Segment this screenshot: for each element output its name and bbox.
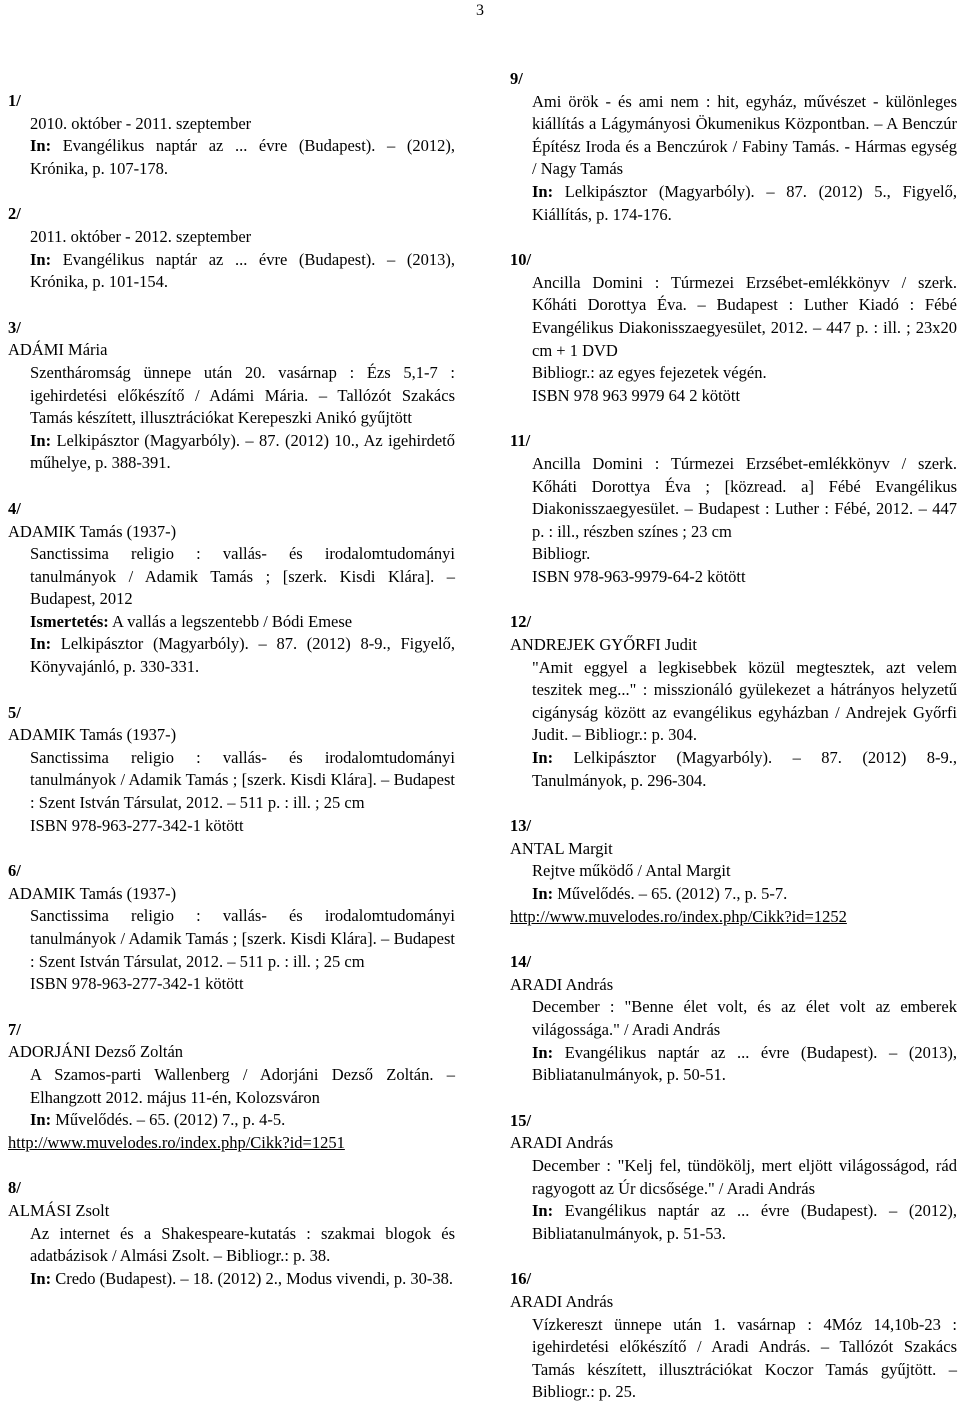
entry-10	[510, 249, 957, 407]
in-label: In:	[532, 884, 554, 903]
entry-author: ADAMIK Tamás (1937-)	[8, 521, 177, 541]
entry-author: ANTAL Margit	[510, 838, 613, 858]
entry-number: 12/	[510, 612, 532, 632]
entry-body: Ami örök - és ami nem : hit, egyház, művészet - különleges kiállítás a Lágymányosi Ökumenikus Központban. – A Benczúr Építész Iroda és a Benczúrok / Fabiny Tamás. - Hármas egység / Nagy Tamás	[532, 91, 957, 179]
entry-author: ARADI András	[510, 1133, 614, 1153]
entry-number: 6/	[8, 861, 21, 881]
entry-number: 7/	[8, 1019, 21, 1039]
entry-body: 2010. október - 2011. szeptember	[30, 113, 252, 133]
entry-number: 8/	[8, 1178, 21, 1198]
in-source: Evangélikus naptár az ... évre (Budapest). – (2012), Bibliatanulmányok, p. 51-53.	[532, 1201, 957, 1243]
in-source: Lelkipásztor (Magyarbóly). – 87. (2012) 5., Figyelő, Kiállítás, p. 174-176.	[532, 181, 957, 224]
in-label: In:	[30, 430, 52, 450]
in-source: Evangélikus naptár az ... évre (Budapest). – (2012), Krónika, p. 107-178.	[30, 136, 455, 178]
entry-body: Ancilla Domini : Túrmezei Erzsébet-emlékkönyv / szerk. Kőháti Dorottya Éva. – Budapest : Luther Kiadó : Fébé Evangélikus Diakonisszaegyesület, 2012. – 447 p. : ill. ; 23x20 cm + 1 DVD	[532, 272, 957, 360]
entry-body: Az internet és a Shakespeare-kutatás : szakmai blogok és adatbázisok / Almási Zsolt. – Bibliogr.: p. 38.	[30, 1223, 455, 1266]
entry-15	[510, 1110, 957, 1246]
entry-author: ANDREJEK GYŐRFI Judit	[510, 635, 698, 655]
in-label: In:	[532, 1042, 554, 1062]
entry-number: 15/	[510, 1110, 532, 1130]
entry-body: Sanctissima religio : vallás- és irodalomtudományi tanulmányok / Adamik Tamás ; [szerk. Kisdi Klára]. – Budapest : Szent István Társulat, 2012. – 511 p. : ill. ; 25 cm	[30, 906, 455, 971]
entry-body: Ancilla Domini : Túrmezei Erzsébet-emlékkönyv / szerk. Kőháti Dorottya Éva ; [közread. a] Fébé Evangélikus Diakonisszaegyesület. – Budapest : Luther : Fébé, 2012. – 447 p. : ill., részben színes ; 23 cm	[532, 453, 957, 541]
in-source: Lelkipásztor (Magyarbóly). – 87. (2012) 8-9., Figyelő, Könyvajánló, p. 330-331.	[30, 634, 455, 677]
entry-body: "Amit eggyel a legkisebbek közül megtesztek, azt velem teszitek meg..." : misszionáló gyülekezet a hátrányos helyzetű cigányság között az evangélikus egyházban / Andrejek Győrfi Judit. – Bibliogr.: p. 304.	[532, 657, 957, 745]
entry-body: A Szamos-parti Wallenberg / Adorjáni Dezső Zoltán. – Elhangzott 2012. május 11-én, Kolozsváron	[30, 1064, 455, 1107]
entry-number: 9/	[510, 69, 523, 88]
in-label: In:	[30, 634, 52, 654]
entry-isbn: ISBN 978-963-277-342-1 kötött	[30, 974, 244, 994]
right-column	[510, 68, 957, 1427]
in-label: In:	[30, 136, 52, 156]
entry-3	[8, 317, 455, 475]
entry-author: ADÁMI Mária	[8, 340, 108, 360]
entry-number: 10/	[510, 250, 532, 270]
entry-number: 13/	[510, 816, 532, 836]
in-source: Credo (Budapest). – 18. (2012) 2., Modus vivendi, p. 30-38.	[51, 1268, 454, 1288]
entry-number: 11/	[510, 431, 531, 451]
review-text: A vallás a legszentebb / Bódi Emese	[108, 611, 353, 631]
in-source: Evangélikus naptár az ... évre (Budapest). – (2013), Krónika, p. 101-154.	[30, 249, 455, 292]
entry-11	[510, 430, 957, 588]
entry-body: Sanctissima religio : vallás- és irodalomtudományi tanulmányok / Adamik Tamás ; [szerk. Kisdi Klára]. – Budapest : Szent István Társulat, 2012. – 511 p. : ill. ; 25 cm	[30, 747, 455, 813]
in-label: In:	[30, 1268, 52, 1288]
entry-body: December : "Benne élet volt, és az élet volt az emberek világossága." / Aradi András	[532, 997, 957, 1039]
entry-6	[8, 860, 455, 996]
entry-isbn: ISBN 978-963-9979-64-2 kötött	[532, 566, 746, 586]
entry-body: Vízkereszt ünnepe után 1. vasárnap : 4Móz 14,10b-23 : igehirdetési előkészítő / Aradi András. – Tallózót Szakács Tamás készített, illusztrációkat Koczor Tamás gyűjtött. – Bibliogr.: p. 25.	[532, 1314, 957, 1402]
entry-author: ALMÁSI Zsolt	[8, 1200, 110, 1220]
entry-body: December : "Kelj fel, tündökölj, mert eljött világosságod, rád ragyogott az Úr dicsősége." / Aradi András	[532, 1155, 957, 1198]
entry-5	[8, 702, 455, 838]
entry-number: 2/	[8, 204, 21, 224]
in-label: In:	[30, 1110, 52, 1130]
entry-number: 3/	[8, 317, 21, 337]
entry-number: 5/	[8, 702, 21, 722]
in-source: Művelődés. – 65. (2012) 7., p. 5-7.	[553, 884, 788, 903]
entry-author: ADORJÁNI Dezső Zoltán	[8, 1042, 184, 1062]
entry-isbn: ISBN 978-963-277-342-1 kötött	[30, 815, 244, 835]
in-source: Lelkipásztor (Magyarbóly). – 87. (2012) 10., Az igehirdető műhelye, p. 388-391.	[30, 430, 455, 473]
entry-note: Bibliogr.	[532, 544, 591, 564]
article-link[interactable]: http://www.muvelodes.ro/index.php/Cikk?id=1251	[8, 1132, 345, 1152]
entry-16	[510, 1268, 957, 1404]
entry-7	[8, 1019, 455, 1155]
entry-number: 4/	[8, 498, 21, 518]
entry-9	[510, 68, 957, 226]
in-label: In:	[532, 181, 554, 201]
entry-body: Sanctissima religio : vallás- és irodalomtudományi tanulmányok / Adamik Tamás ; [szerk. Kisdi Klára]. – Budapest, 2012	[30, 544, 455, 609]
entry-isbn: ISBN 978 963 9979 64 2 kötött	[532, 385, 741, 405]
entry-number: 14/	[510, 952, 532, 972]
entry-1	[8, 90, 455, 180]
entry-4	[8, 498, 455, 679]
review-label: Ismertetés:	[30, 611, 109, 631]
in-source: Evangélikus naptár az ... évre (Budapest). – (2013), Bibliatanulmányok, p. 50-51.	[532, 1042, 957, 1085]
entry-number: 16/	[510, 1269, 532, 1289]
entry-13	[510, 815, 957, 928]
entry-body: Rejtve működő / Antal Margit	[532, 861, 731, 881]
in-source: Lelkipásztor (Magyarbóly). – 87. (2012) 8-9., Tanulmányok, p. 296-304.	[532, 748, 957, 790]
entry-body: Szentháromság ünnepe után 20. vasárnap : Ézs 5,1-7 : igehirdetési előkészítő / Adámi Mária. – Tallózót Szakács Tamás készített, illusztrációkat Kerepeszki Anikó gyűjtött	[30, 362, 455, 428]
entry-14	[510, 951, 957, 1087]
in-source: Művelődés. – 65. (2012) 7., p. 4-5.	[51, 1110, 286, 1130]
entry-8	[8, 1177, 455, 1290]
entry-author: ADAMIK Tamás (1937-)	[8, 883, 177, 903]
entry-12	[510, 611, 957, 792]
page-number: 3	[476, 2, 484, 19]
entry-body: 2011. október - 2012. szeptember	[30, 226, 252, 246]
in-label: In:	[532, 748, 554, 768]
left-column	[8, 90, 455, 1313]
in-label: In:	[532, 1201, 554, 1221]
entry-number: 1/	[8, 91, 21, 110]
entry-author: ARADI András	[510, 974, 614, 994]
entry-author: ADAMIK Tamás (1937-)	[8, 725, 177, 745]
entry-author: ARADI András	[510, 1291, 614, 1311]
entry-note: Bibliogr.: az egyes fejezetek végén.	[532, 363, 767, 383]
article-link[interactable]: http://www.muvelodes.ro/index.php/Cikk?id=1252	[510, 906, 847, 926]
entry-2	[8, 203, 455, 293]
in-label: In:	[30, 249, 52, 269]
